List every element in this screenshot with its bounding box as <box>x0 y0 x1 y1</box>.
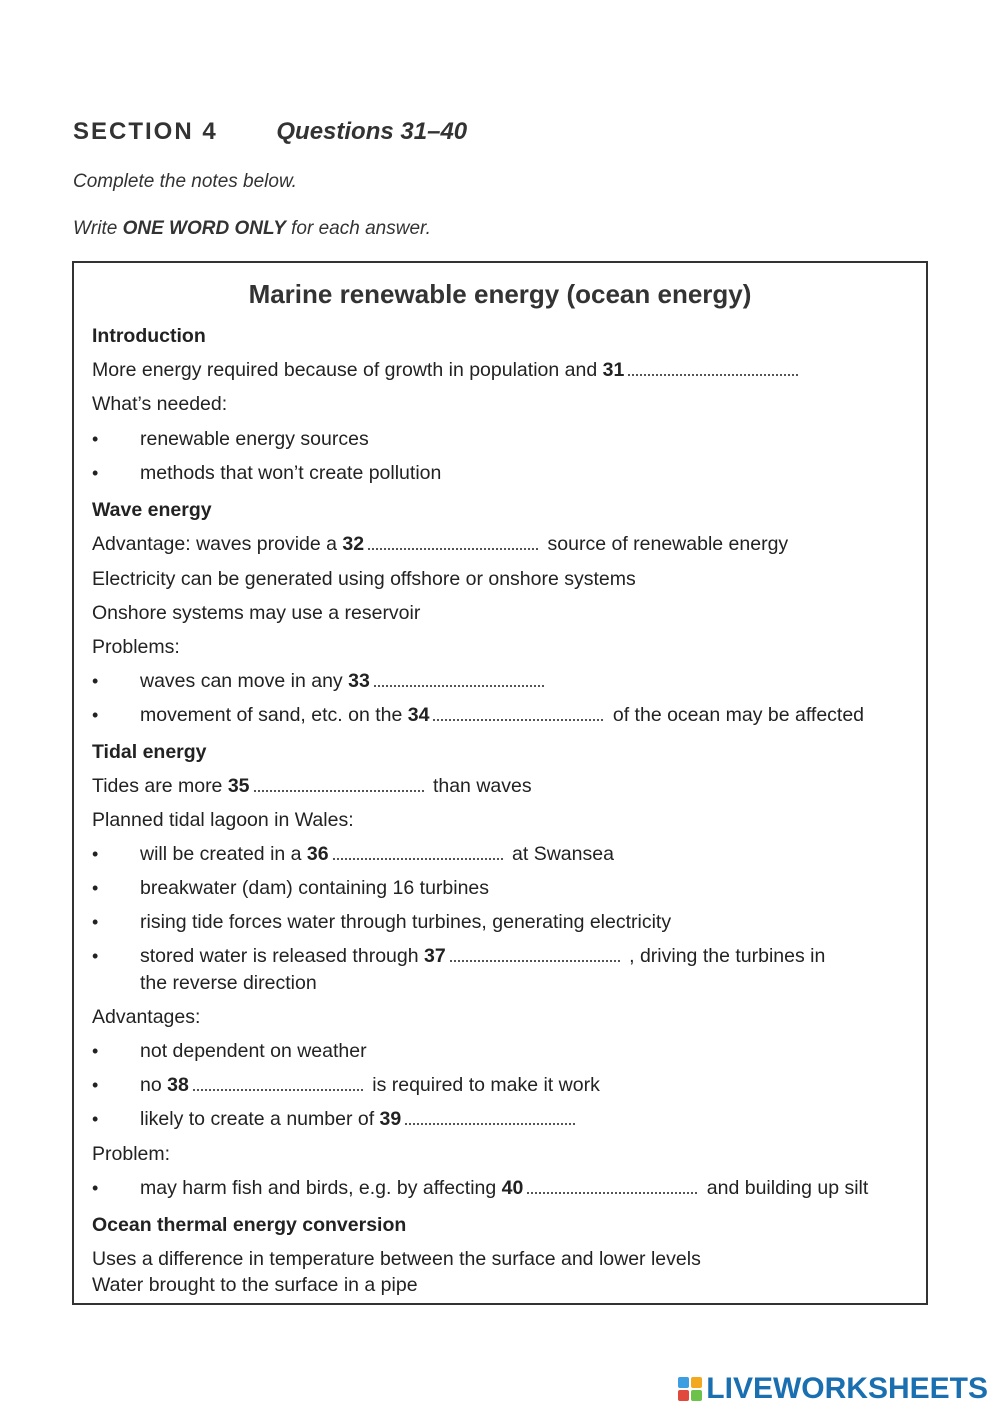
instruction-word-limit: Write ONE WORD ONLY for each answer. <box>73 218 431 239</box>
bullet-icon: • <box>92 429 99 449</box>
answer-blank-33[interactable] <box>374 671 544 687</box>
question-37-line: stored water is released through 37 , driving the turbines in <box>140 945 826 967</box>
bullet-icon: • <box>92 1041 99 1061</box>
section-header <box>73 116 467 148</box>
answer-blank-32[interactable] <box>368 534 538 550</box>
answer-blank-38[interactable] <box>193 1075 363 1091</box>
question-31-number: 31 <box>602 359 625 381</box>
answer-blank-31[interactable] <box>628 360 798 376</box>
question-39-line: likely to create a number of 39 <box>140 1106 579 1132</box>
bullet-icon: • <box>92 912 99 932</box>
question-36-number: 36 <box>306 843 329 865</box>
question-39-number: 39 <box>379 1108 402 1130</box>
liveworksheets-watermark <box>678 1372 988 1406</box>
answer-blank-34[interactable] <box>433 705 603 721</box>
list-item: renewable energy sources <box>140 428 369 450</box>
list-item: rising tide forces water through turbines, generating electricity <box>140 911 672 933</box>
question-33-line: waves can move in any 33 <box>140 668 548 694</box>
answer-blank-40[interactable] <box>527 1178 697 1194</box>
question-37-continuation: the reverse direction <box>140 972 317 994</box>
problem-label: Problem: <box>92 1143 171 1165</box>
notes-title: Marine renewable energy (ocean energy) <box>248 279 752 309</box>
question-32-line: Advantage: waves provide a 32 source of renewable energy <box>92 533 789 555</box>
tidal-lagoon-label: Planned tidal lagoon in Wales: <box>92 809 354 831</box>
questions-range: Questions 31–40 <box>276 118 468 145</box>
answer-blank-36[interactable] <box>333 844 503 860</box>
wave-electricity-line: Electricity can be generated using offshore or onshore systems <box>92 568 636 590</box>
answer-blank-35[interactable] <box>254 776 424 792</box>
bullet-icon: • <box>92 1075 99 1095</box>
bullet-icon: • <box>92 844 99 864</box>
whats-needed-label: What’s needed: <box>92 393 228 415</box>
answer-blank-37[interactable] <box>450 946 620 962</box>
bullet-icon: • <box>92 463 99 483</box>
heading-wave-energy: Wave energy <box>92 499 212 521</box>
question-34-number: 34 <box>407 704 430 726</box>
bullet-icon: • <box>92 705 99 725</box>
instruction-complete-notes: Complete the notes below. <box>73 171 297 192</box>
heading-tidal-energy: Tidal energy <box>92 741 207 763</box>
question-31-line: More energy required because of growth in population and 31 <box>92 357 802 383</box>
question-35-number: 35 <box>227 775 250 797</box>
heading-introduction: Introduction <box>92 325 206 347</box>
question-38-number: 38 <box>167 1074 189 1096</box>
wave-reservoir-line: Onshore systems may use a reservoir <box>92 602 421 624</box>
bullet-icon: • <box>92 671 99 691</box>
answer-blank-39[interactable] <box>405 1109 575 1125</box>
heading-ocean-thermal: Ocean thermal energy conversion <box>92 1214 407 1236</box>
otec-line-2: Water brought to the surface in a pipe <box>92 1274 418 1296</box>
section-label: SECTION 4 <box>73 118 218 145</box>
list-item: methods that won’t create pollution <box>140 462 442 484</box>
bullet-icon: • <box>92 1178 99 1198</box>
bullet-icon: • <box>92 878 99 898</box>
list-item: not dependent on weather <box>140 1040 367 1062</box>
list-item: breakwater (dam) containing 16 turbines <box>140 877 490 899</box>
advantages-label: Advantages: <box>92 1006 201 1028</box>
bullet-icon: • <box>92 1109 99 1129</box>
question-38-line: no 38 is required to make it work <box>140 1074 600 1096</box>
question-35-line: Tides are more 35 than waves <box>92 775 532 797</box>
question-34-line: movement of sand, etc. on the 34 of the ocean may be affected <box>140 704 865 726</box>
otec-line-1: Uses a difference in temperature between the surface and lower levels <box>92 1248 701 1270</box>
notes-box <box>72 261 928 1305</box>
question-40-number: 40 <box>501 1177 524 1199</box>
question-33-number: 33 <box>348 670 370 692</box>
question-32-number: 32 <box>342 533 365 555</box>
question-37-number: 37 <box>424 945 446 967</box>
watermark-text: LIVEWORKSHEETS <box>706 1372 988 1405</box>
bullet-icon: • <box>92 946 99 966</box>
question-36-line: will be created in a 36 at Swansea <box>140 843 614 865</box>
liveworksheets-logo-icon <box>678 1377 702 1401</box>
wave-problems-label: Problems: <box>92 636 180 658</box>
question-40-line: may harm fish and birds, e.g. by affecting 40 and building up silt <box>140 1177 869 1199</box>
